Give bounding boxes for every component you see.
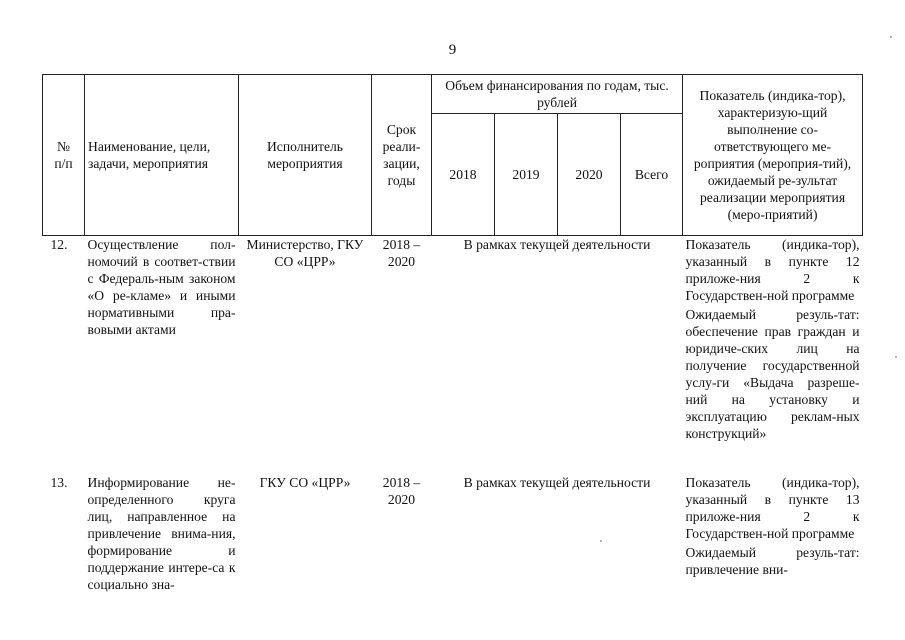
row-funding: В рамках текущей деятельности [463,237,651,252]
row-indicator-text: Показатель (индика-тор), указанный в пункте 12 приложе-ния 2 к Государствен-ной программе [685,237,860,303]
row-expected-result: Ожидаемый резуль-тат: привлечение вни- [685,545,860,577]
header-total: Всего [621,114,683,236]
header-year-2018: 2018 [432,114,495,236]
table-row [43,236,863,475]
row-indicator [683,474,863,593]
header-funding: Объем финансирования по годам, тыс. рублей [432,75,683,114]
header-indicator: Показатель (индика-тор), характеризую-щий выполнение со-ответствующего ме-роприятия (мероприя-тий), ожидаемый ре-зультат реализации мероприятия (меро-приятий) [683,75,863,236]
table-header [43,75,863,236]
row-indicator [683,236,863,475]
scan-speck [600,540,602,542]
scan-speck [895,356,897,358]
page-number: 9 [448,42,457,58]
header-term: Срок реали-зации, годы [372,75,432,236]
row-executor: Министерство, ГКУ СО «ЦРР» [246,237,364,269]
row-term: 2018 – 2020 [382,237,421,269]
row-number: 13. [50,475,68,490]
row-number: 12. [50,237,68,252]
scan-speck [890,36,892,38]
program-table [42,74,863,593]
row-name: Осуществление пол-номочий в соответ-ствии с Федераль-ным законом «О ре-кламе» и иными нормативными пра-вовыми актами [87,237,236,337]
header-name: Наименование, цели, задачи, мероприятия [85,75,239,236]
header-num: № п/п [43,75,85,236]
row-executor: ГКУ СО «ЦРР» [259,475,351,490]
header-year-2019: 2019 [495,114,558,236]
header-year-2020: 2020 [558,114,621,236]
row-indicator-text: Показатель (индика-тор), указанный в пункте 13 приложе-ния 2 к Государствен-ной программе [685,475,860,541]
table-row [43,474,863,593]
row-expected-result: Ожидаемый резуль-тат: обеспечение прав граждан и юридиче-ских лиц на получение государственной услу-ги «Выдача разреше-ний на установку и эксплуатацию реклам-ных конструкций» [685,307,860,441]
row-funding: В рамках текущей деятельности [463,475,651,490]
row-name: Информирование не-определенного круга лиц, направленное на привлечение внима-ния, формирование и поддержание интере-са к социально зна- [87,475,236,592]
row-term: 2018 – 2020 [382,475,421,507]
header-executor: Исполнитель мероприятия [239,75,372,236]
